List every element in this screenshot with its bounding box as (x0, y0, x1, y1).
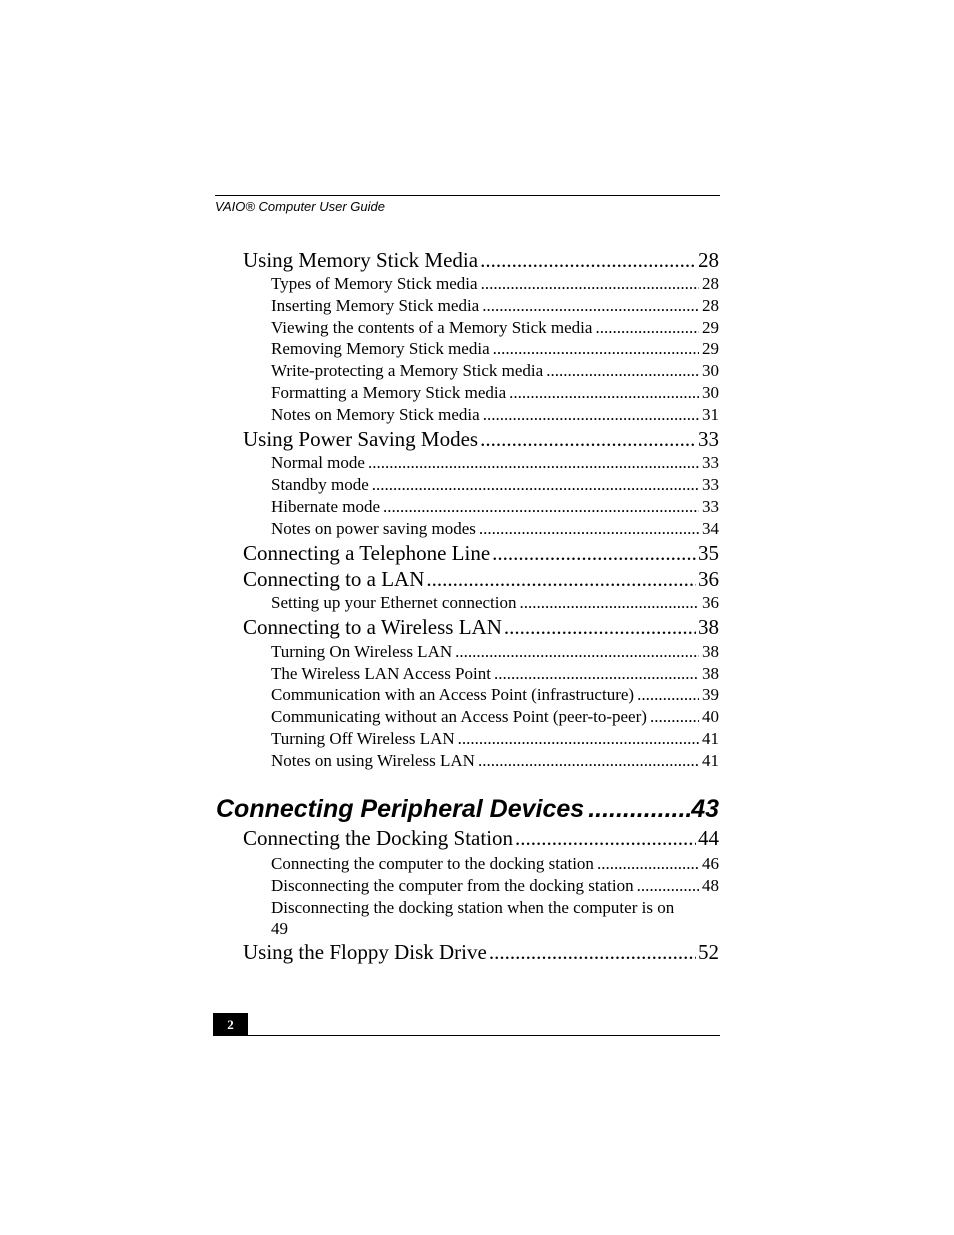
toc-entry[interactable] (243, 247, 719, 273)
toc-leader-dots (588, 794, 690, 824)
toc-entry-page: 48 (702, 876, 719, 895)
toc-entry-page: 38 (698, 615, 719, 639)
toc-entry[interactable] (271, 706, 719, 728)
toc-entry[interactable] (271, 592, 719, 614)
toc-entry-page: 33 (698, 427, 719, 451)
toc-entry[interactable] (271, 684, 719, 706)
toc-entry-page: 41 (702, 751, 719, 770)
toc-entry-title: Removing Memory Stick media (271, 339, 490, 358)
toc-entry-title: Standby mode (271, 475, 369, 494)
toc-entry[interactable] (271, 750, 719, 772)
toc-entry-title: Normal mode (271, 453, 365, 472)
toc-entry-title: Turning Off Wireless LAN (271, 729, 455, 748)
toc-entry[interactable] (271, 728, 719, 750)
toc-entry-title: Using the Floppy Disk Drive (243, 940, 487, 964)
toc-entry[interactable] (271, 295, 719, 317)
toc-entry[interactable] (271, 641, 719, 663)
toc-entry-page: 33 (702, 497, 719, 516)
toc-leader-dots (515, 825, 696, 851)
toc-entry-page: 30 (702, 383, 719, 402)
toc-entry[interactable] (271, 875, 719, 897)
toc-entry-title: Hibernate mode (271, 497, 381, 516)
toc-leader-dots (650, 706, 699, 728)
toc-entry-title: Viewing the contents of a Memory Stick media (271, 318, 593, 337)
toc-leader-dots (372, 474, 699, 496)
toc-entry-title: Using Memory Stick Media (243, 248, 479, 272)
page-number: 2 (213, 1013, 248, 1036)
toc-leader-dots (504, 614, 696, 640)
toc-entry[interactable] (243, 614, 719, 640)
toc-entry[interactable] (271, 518, 719, 540)
toc-entry[interactable] (271, 382, 719, 404)
header-title: VAIO® Computer User Guide (215, 199, 385, 214)
toc-entry[interactable] (271, 404, 719, 426)
toc-entry-title: Communicating without an Access Point (peer-to-peer) (271, 707, 647, 726)
toc-entry-title: Communication with an Access Point (infrastructure) (271, 685, 635, 704)
toc-entry-page: 28 (702, 274, 719, 293)
toc-entry-page: 46 (702, 854, 719, 873)
toc-leader-dots (494, 663, 699, 685)
toc-leader-dots (458, 728, 699, 750)
toc-leader-dots (426, 566, 696, 592)
toc-entry[interactable] (271, 474, 719, 496)
toc-entry-page: 40 (702, 707, 719, 726)
toc-entry-title: Disconnecting the docking station when the computer is on (271, 898, 675, 917)
toc-chapter-entry[interactable] (216, 794, 719, 824)
toc-leader-dots (480, 426, 696, 452)
toc-entry-title: Connecting a Telephone Line (243, 541, 491, 565)
toc-entry-title: Setting up your Ethernet connection (271, 593, 517, 612)
toc-entry-title: The Wireless LAN Access Point (271, 664, 491, 683)
toc-leader-dots (595, 317, 699, 339)
toc-entry-page: 33 (702, 453, 719, 472)
toc-entry[interactable] (243, 939, 719, 965)
toc-entry-page: 38 (702, 664, 719, 683)
toc-entry[interactable] (243, 426, 719, 452)
toc-entry-page: 30 (702, 361, 719, 380)
toc-entry[interactable] (271, 338, 719, 360)
toc-entry-page: 31 (702, 405, 719, 424)
toc-entry-page: 33 (702, 475, 719, 494)
toc-entry-title: Inserting Memory Stick media (271, 296, 480, 315)
toc-entry-title: Write-protecting a Memory Stick media (271, 361, 544, 380)
toc-entry-page: 44 (698, 826, 719, 850)
toc-leader-dots (637, 875, 699, 897)
toc-entry-title: Connecting the Docking Station (243, 826, 514, 850)
toc-entry-page: 43 (691, 795, 719, 823)
toc-leader-dots (368, 452, 699, 474)
toc-entry[interactable] (243, 825, 719, 851)
toc-entry[interactable] (271, 273, 719, 295)
toc-entry-title: Connecting the computer to the docking station (271, 854, 594, 873)
toc-entry[interactable] (271, 853, 719, 875)
toc-leader-dots (383, 496, 699, 518)
toc-entry[interactable] (271, 360, 719, 382)
toc-entry[interactable] (271, 663, 719, 685)
toc-leader-dots (482, 295, 699, 317)
toc-entry-page: 41 (702, 729, 719, 748)
footer-rule (213, 1035, 720, 1036)
toc-entry-title: Connecting to a Wireless LAN (243, 615, 502, 639)
toc-leader-dots (637, 684, 699, 706)
toc-leader-dots (480, 247, 696, 273)
toc-leader-dots (489, 939, 696, 965)
toc-leader-dots (493, 338, 699, 360)
toc-entry-title: Notes on power saving modes (271, 519, 476, 538)
toc-entry[interactable] (271, 496, 719, 518)
toc-entry[interactable] (243, 540, 719, 566)
toc-leader-dots (479, 518, 699, 540)
toc-leader-dots (481, 273, 699, 295)
toc-entry-title: Connecting Peripheral Devices (216, 795, 585, 823)
toc-entry-page: 49 (271, 919, 288, 938)
running-header (215, 195, 720, 214)
toc-entry-title: Turning On Wireless LAN (271, 642, 453, 661)
toc-leader-dots (483, 404, 699, 426)
toc-entry-title: Using Power Saving Modes (243, 427, 479, 451)
toc-entry-page: 28 (698, 248, 719, 272)
toc-entry-title: Disconnecting the computer from the docking station (271, 876, 634, 895)
toc-entry-title: Connecting to a LAN (243, 567, 425, 591)
toc-entry-title: Notes on using Wireless LAN (271, 751, 475, 770)
toc-leader-dots (597, 853, 699, 875)
toc-entry-page: 29 (702, 339, 719, 358)
toc-entry-title: Types of Memory Stick media (271, 274, 478, 293)
toc-entry-page: 36 (702, 593, 719, 612)
toc-entry-page: 35 (698, 541, 719, 565)
toc-entry-page: 29 (702, 318, 719, 337)
toc-entry-page: 36 (698, 567, 719, 591)
toc-entry[interactable] (243, 566, 719, 592)
toc-entry-page: 28 (702, 296, 719, 315)
toc-entry-title: Formatting a Memory Stick media (271, 383, 507, 402)
toc-leader-dots (509, 382, 699, 404)
toc-leader-dots (520, 592, 700, 614)
toc-leader-dots (492, 540, 696, 566)
toc-leader-dots (478, 750, 699, 772)
toc-entry[interactable] (271, 317, 719, 339)
toc-entry-page: 38 (702, 642, 719, 661)
toc-entry-page: 34 (702, 519, 719, 538)
toc-entry-page: 52 (698, 940, 719, 964)
toc-entry[interactable] (271, 897, 721, 939)
toc-entry-page: 39 (702, 685, 719, 704)
toc-entry[interactable] (271, 452, 719, 474)
toc-leader-dots (546, 360, 699, 382)
toc-leader-dots (455, 641, 699, 663)
toc-entry-title: Notes on Memory Stick media (271, 405, 480, 424)
